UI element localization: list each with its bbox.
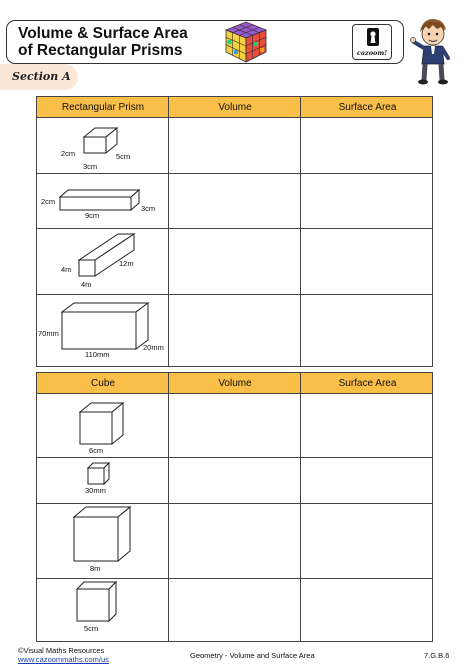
prism-label: 4m	[61, 265, 72, 274]
cube-drawing	[37, 458, 169, 503]
footer-copyright: ©Visual Maths Resources	[18, 646, 105, 655]
section-label: Section A	[12, 70, 71, 83]
prisms-table	[36, 96, 433, 367]
prism-label: 9cm	[85, 211, 100, 220]
prism-label: 3cm	[141, 204, 156, 213]
footer-website-link[interactable]: www.cazoommaths.com/us	[18, 655, 109, 664]
header-rectangular-prism: Rectangular Prism	[61, 102, 145, 113]
column-divider	[300, 97, 301, 366]
footer-topic: Geometry - Volume and Surface Area	[190, 651, 315, 660]
section-tab	[0, 64, 78, 90]
table-row	[37, 395, 169, 457]
prism-label: 2cm	[41, 197, 56, 206]
cube-label: 5cm	[84, 624, 99, 633]
cube-label: 6cm	[89, 446, 104, 455]
logo-text: cazoom!	[356, 49, 388, 57]
mascot-boy-icon	[408, 16, 456, 86]
table-row	[37, 119, 169, 173]
header-volume: Volume	[218, 378, 252, 389]
header-volume: Volume	[218, 102, 252, 113]
prism-label: 3cm	[83, 162, 98, 171]
cube-label: 8m	[90, 564, 101, 573]
prism-label: 20mm	[143, 343, 164, 352]
rubiks-cube-icon	[222, 18, 270, 64]
cazoom-logo	[352, 24, 392, 60]
title-line-2: of Rectangular Prisms	[18, 42, 183, 59]
header-surface-area: Surface Area	[338, 102, 397, 113]
prism-label: 70mm	[38, 329, 59, 338]
prism-label: 5cm	[116, 152, 131, 161]
cube-drawing	[37, 504, 169, 578]
prism-drawing	[37, 174, 169, 228]
table-row	[37, 458, 169, 503]
table-row	[37, 579, 169, 642]
cubes-table	[36, 372, 433, 642]
prism-drawing	[37, 229, 169, 294]
footer-code: 7.G.B.6	[424, 651, 450, 660]
title-line-1: Volume & Surface Area	[18, 25, 188, 42]
prism-label: 12m	[119, 259, 134, 268]
table-row	[37, 229, 169, 294]
prism-label: 2cm	[61, 149, 76, 158]
table-row	[37, 295, 169, 367]
prism-label: 4m	[81, 280, 92, 289]
table-row	[37, 504, 169, 578]
cube-drawing	[37, 579, 169, 642]
title-box	[6, 20, 404, 64]
footer-credits	[18, 646, 109, 664]
header-surface-area: Surface Area	[338, 378, 397, 389]
column-divider	[300, 373, 301, 641]
prism-drawing	[37, 119, 169, 173]
header-cube: Cube	[91, 378, 115, 389]
cube-label: 30mm	[85, 486, 106, 495]
prism-label: 110mm	[85, 350, 110, 359]
table-row	[37, 174, 169, 228]
keyhole-icon	[353, 25, 393, 49]
